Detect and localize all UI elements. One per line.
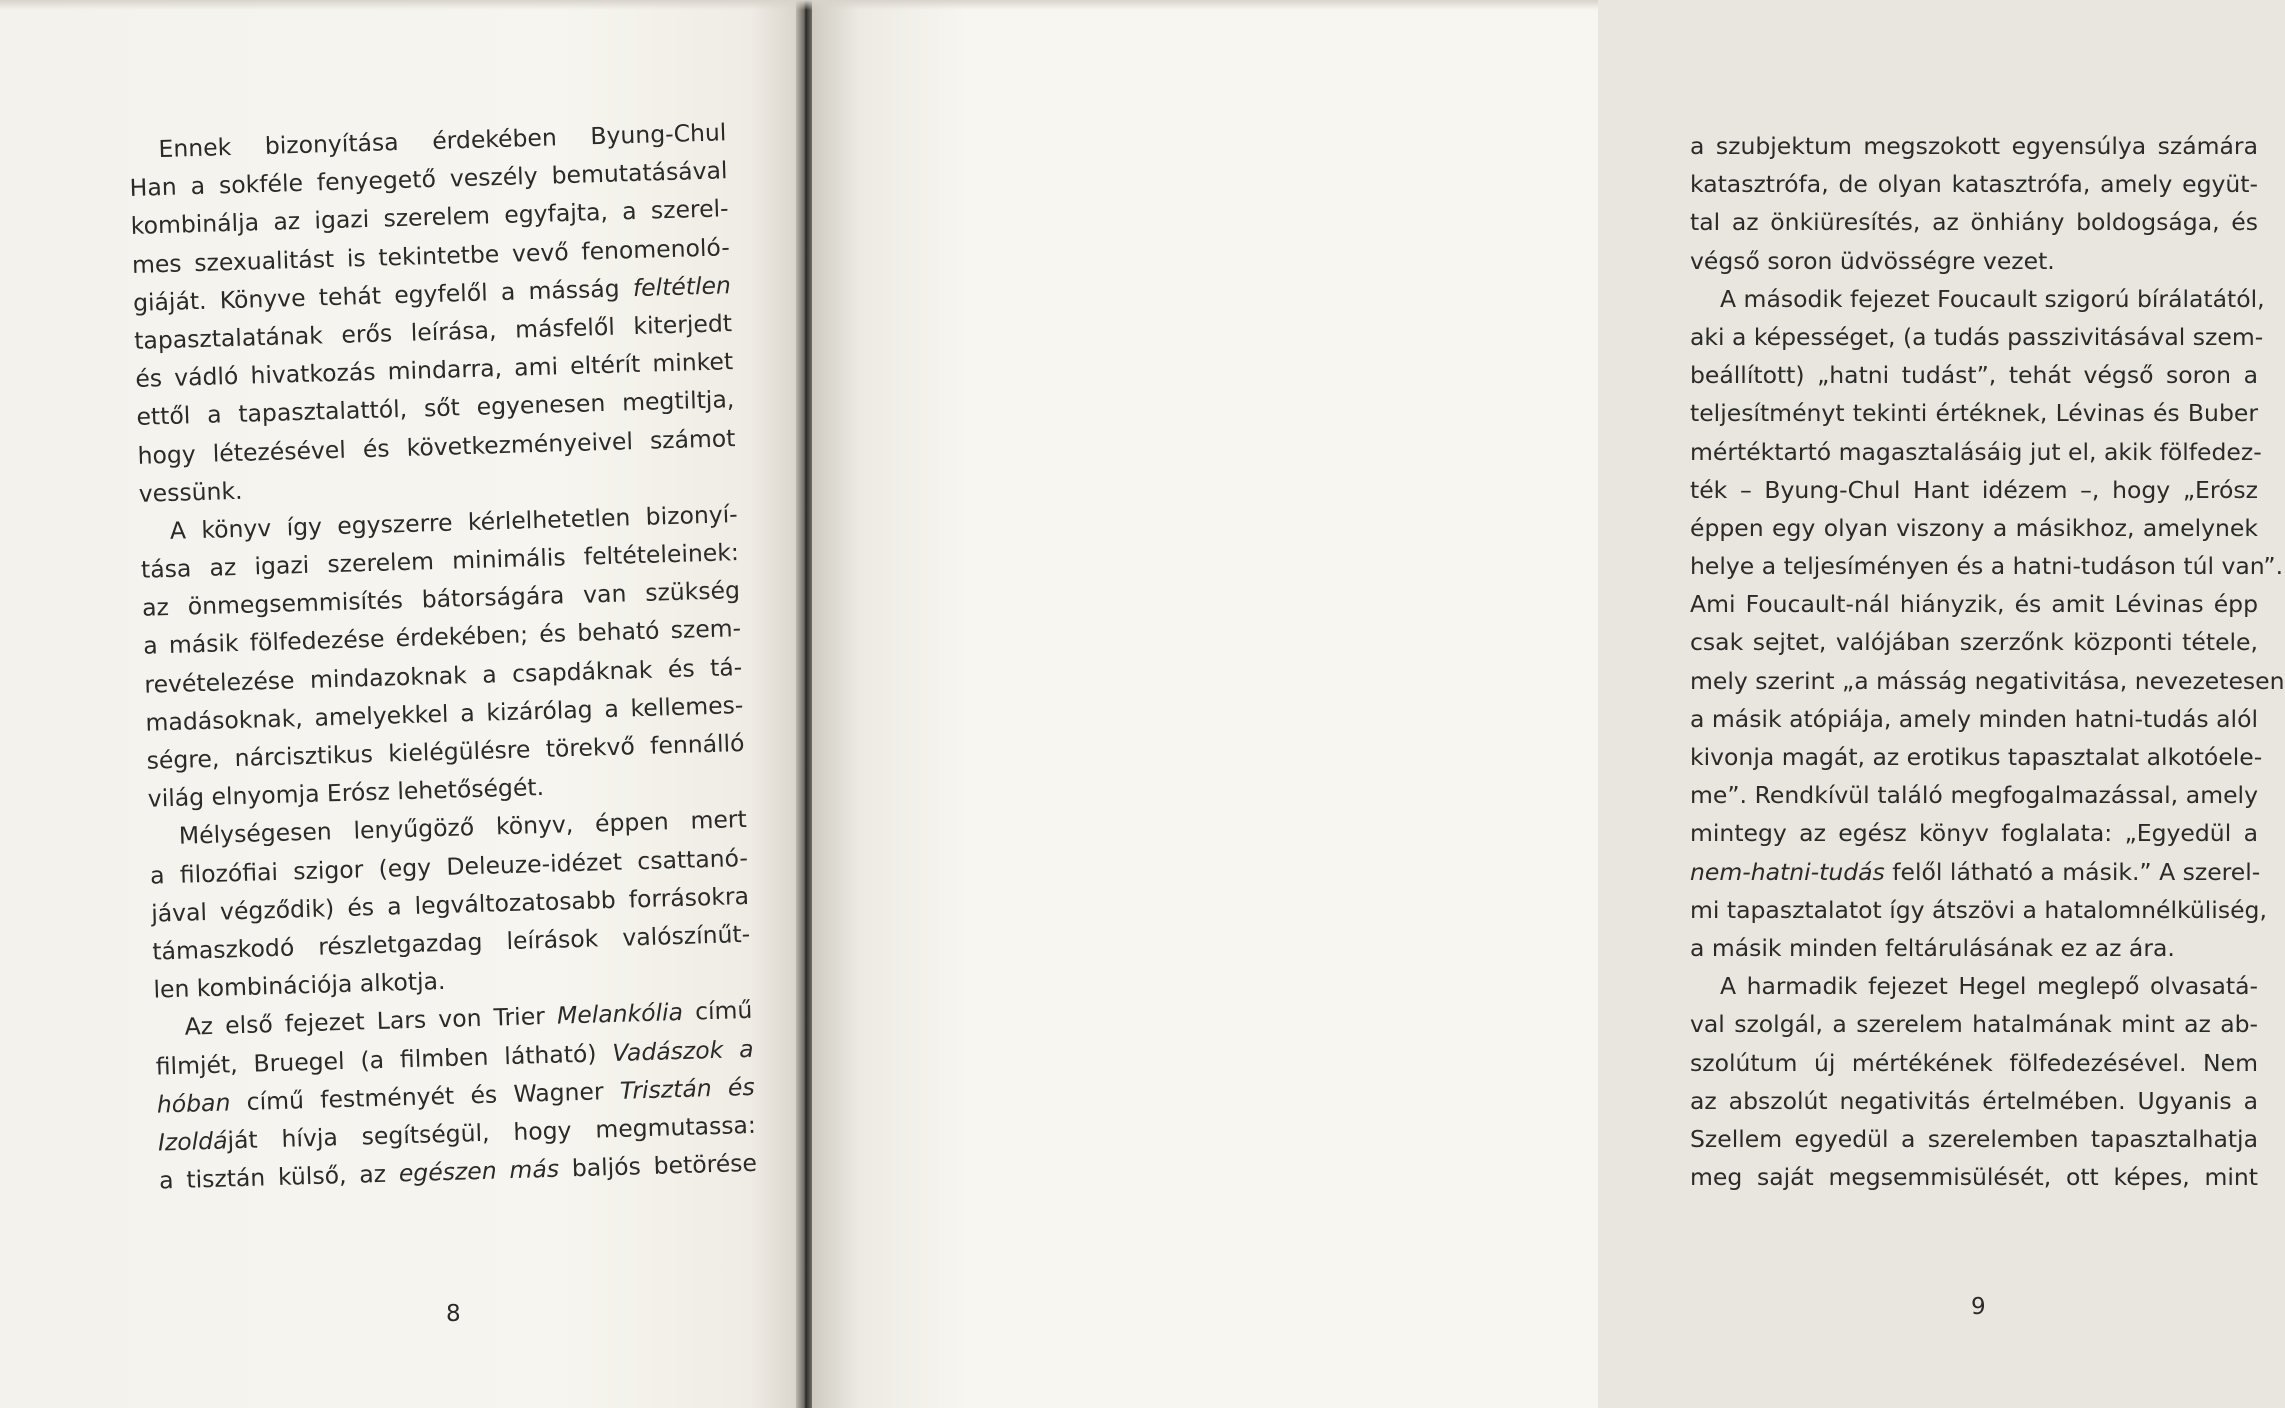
text-line: katasztrófa, de olyan katasztrófa, amely együt-: [1690, 170, 2258, 199]
text-line: filmjét, Bruegel (a filmben látható) Vadászok a: [155, 1034, 754, 1081]
text-line: világ elnyomja Erósz lehetőségét.: [147, 773, 545, 813]
text-line: és vádló hivatkozás mindarra, ami eltérít minket: [134, 347, 734, 394]
text-line: Szellem egyedül a szerelemben tapasztalhatja: [1690, 1124, 2258, 1153]
text-line: Ennek bizonyítása érdekében Byung-Chul: [158, 118, 727, 164]
text-line: a másik fölfedezése érdekében; és beható szem-: [142, 614, 742, 661]
text-line: Mélységesen lenyűgöző könyv, éppen mert: [178, 805, 748, 851]
text-line: A könyv így egyszerre kérlelhetetlen bizonyí-: [169, 499, 739, 545]
text-line: vessünk.: [138, 476, 243, 508]
text-line: helye a teljesíményen és a hatni-tudáson túl van”.: [1690, 552, 2284, 581]
text-line: jával végződik) és a legváltozatosabb forrásokra: [150, 881, 750, 928]
text-line: Izoldáját hívja segítségül, hogy megmutassa:: [157, 1110, 757, 1157]
page-number-left: 8: [446, 1301, 461, 1327]
right-page: [812, 0, 2285, 1408]
text-line: Ami Foucault-nál hiányzik, és amit Lévinas épp: [1690, 590, 2258, 619]
text-line: mely szerint „a másság negativitása, nevezetesen: [1690, 666, 2285, 695]
text-line: kivonja magát, az erotikus tapasztalat alkotóele-: [1690, 743, 2263, 771]
text-line: madásoknak, amelyekkel a kizárólag a kellemes-: [145, 690, 744, 737]
text-line: val szolgál, a szerelem hatalmának mint az ab-: [1690, 1010, 2258, 1039]
text-line: len kombinációja alkotja.: [153, 967, 446, 1004]
text-line: mi tapasztalatot így átszövi a hatalomnélküliség,: [1690, 895, 2267, 924]
text-line: hóban című festményét és Wagner Trisztán és: [156, 1072, 756, 1119]
text-line: a szubjektum megszokott egyensúlya számára: [1690, 132, 2258, 160]
text-line: ségre, nárcisztikus kielégülésre törekvő fennálló: [146, 728, 745, 775]
text-line: Az első fejezet Lars von Trier Melankólia című: [184, 996, 753, 1042]
text-line: a másik atópiája, amely minden hatni-tudás alól: [1690, 704, 2258, 733]
page-number-right: 9: [1971, 1294, 1986, 1320]
text-line: a tisztán külső, az egészen más baljós betörése: [158, 1148, 758, 1195]
page-top-shadow: [0, 0, 1598, 10]
text-line: mértéktartó magasztalásáig jut el, akik fölfedez-: [1690, 437, 2262, 466]
text-line: A harmadik fejezet Hegel meglepő olvasatá-: [1720, 972, 2258, 1001]
text-line: csak sejtet, valójában szerzőnk központi tétele,: [1690, 628, 2258, 657]
left-page: [0, 0, 798, 1408]
text-line: a másik minden feltárulásának ez az ára.: [1690, 933, 2175, 962]
text-line: az önmegsemmisítés bátorságára van szükség: [141, 576, 741, 623]
text-line: hogy létezésével és következményeivel számot: [137, 423, 736, 470]
text-line: szolútum új mértékének fölfedezésével. Nem: [1690, 1048, 2258, 1077]
text-line: aki a képességet, (a tudás passzivitásával szem-: [1690, 322, 2264, 351]
text-line: meg saját megsemmisülését, ott képes, mint: [1690, 1163, 2258, 1192]
text-line: ték – Byung-Chul Hant idézem –, hogy „Erósz: [1690, 475, 2258, 504]
text-line: tal az önkiüresítés, az önhiány boldogsága, és: [1690, 208, 2258, 237]
text-line: mintegy az egész könyv foglalata: „Egyedül a: [1690, 819, 2258, 848]
text-line: revételezése mindazoknak a csapdáknak és tá-: [144, 652, 743, 699]
right-page-body: [1690, 127, 2285, 1196]
text-line: tása az igazi szerelem minimális feltételeinek:: [140, 538, 740, 584]
text-line: Han a sokféle fenyegető veszély bemutatásával: [129, 156, 728, 203]
text-line: nem-hatni-tudás felől látható a másik.” A szerel-: [1690, 857, 2261, 886]
text-line: mes szexualitást is tekintetbe vevő fenomenoló-: [131, 232, 731, 279]
text-line: végső soron üdvösségre vezet.: [1690, 246, 2055, 275]
text-line: teljesítményt tekinti értéknek, Lévinas és Buber: [1690, 399, 2258, 428]
left-page-body: [128, 113, 757, 1200]
text-line: a filozófiai szigor (egy Deleuze-idézet csattanó-: [149, 843, 749, 890]
text-line: éppen egy olyan viszony a másikhoz, amelynek: [1690, 513, 2258, 542]
text-line: ettől a tapasztalattól, sőt egyenesen megtiltja,: [136, 385, 735, 432]
text-line: me”. Rendkívül találó megfogalmazással, amely: [1690, 781, 2258, 810]
text-line: A második fejezet Foucault szigorú bírálatától,: [1720, 284, 2265, 313]
text-line: tapasztalatának erős leírása, másfelől kiterjedt: [133, 309, 733, 355]
text-line: az abszolút negativitás értelmében. Ugyanis a: [1690, 1086, 2258, 1115]
text-line: giáját. Könyve tehát egyfelől a másság feltétlen: [132, 270, 732, 317]
text-line: beállított) „hatni tudást”, tehát végső soron a: [1690, 361, 2258, 390]
text-line: kombinálja az igazi szerelem egyfajta, a szerel-: [130, 194, 729, 241]
text-line: támaszkodó részletgazdag leírások valószínűt-: [151, 919, 751, 966]
